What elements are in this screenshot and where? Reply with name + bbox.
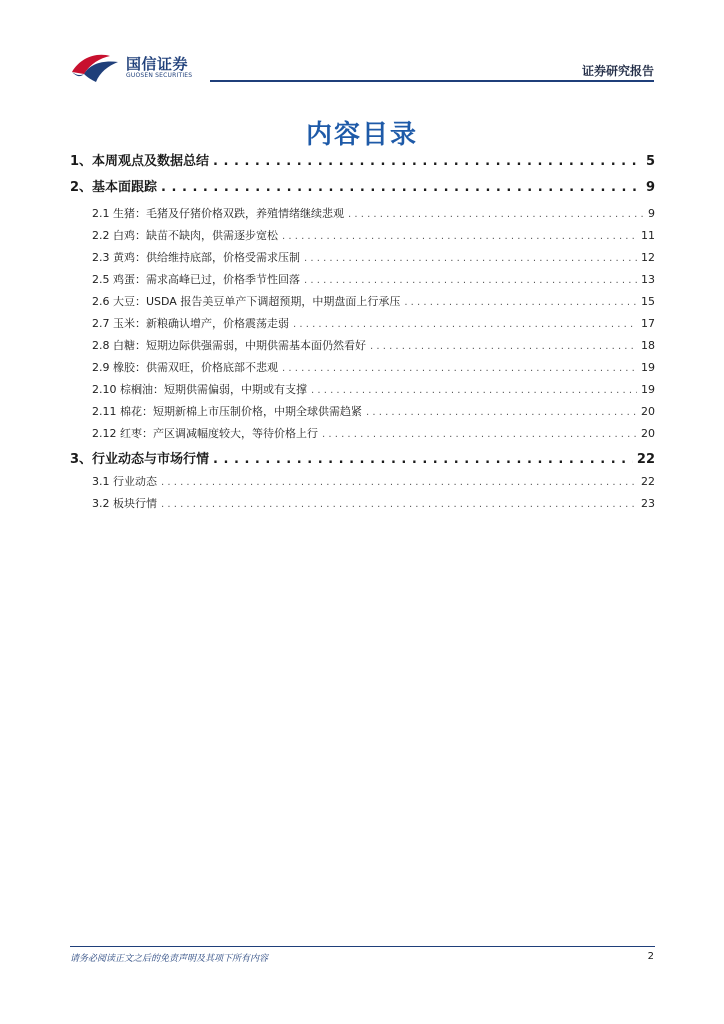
toc-entry-label: 2.1 生猪：毛猪及仔猪价格双跌，养殖情绪继续悲观	[92, 207, 344, 220]
toc-leader-dots	[161, 477, 637, 488]
toc-leader-dots	[304, 253, 637, 264]
toc-leader-dots	[311, 385, 637, 396]
guosen-logo-icon	[70, 50, 122, 84]
logo-english-name: GUOSEN SECURITIES	[126, 72, 193, 79]
toc-entry[interactable]	[92, 249, 655, 265]
toc-entry[interactable]	[92, 227, 655, 243]
toc-entry-page: 18	[641, 339, 655, 352]
toc-leader-dots	[404, 297, 637, 308]
toc-entry[interactable]	[92, 205, 655, 221]
toc-entry-label: 1、本周观点及数据总结	[70, 154, 210, 169]
toc-leader-dots	[282, 231, 637, 242]
toc-leader-dots	[304, 275, 637, 286]
page-header	[0, 0, 724, 90]
toc-leader-dots	[161, 180, 642, 195]
logo-chinese-name: 国信证券	[126, 55, 189, 73]
toc-entry[interactable]	[92, 271, 655, 287]
toc-entry-label: 2.2 白鸡：缺苗不缺肉，供需逐步宽松	[92, 229, 278, 242]
toc-leader-dots	[366, 407, 637, 418]
toc-entry[interactable]	[70, 150, 655, 169]
toc-entry[interactable]	[92, 359, 655, 375]
toc-leader-dots	[213, 154, 642, 169]
toc-entry-label: 2、基本面跟踪	[70, 180, 158, 195]
footer-divider	[70, 946, 655, 947]
toc-leader-dots	[322, 429, 637, 440]
toc-leader-dots	[213, 452, 633, 467]
toc-entry-page: 22	[636, 452, 655, 467]
toc-title: 内容目录	[305, 120, 418, 150]
toc-entry-label: 2.12 红枣：产区调减幅度较大，等待价格上行	[92, 427, 318, 440]
toc-entry[interactable]	[92, 293, 655, 309]
toc-entry-label: 3.2 板块行情	[92, 497, 157, 510]
toc-entry-label: 2.5 鸡蛋：需求高峰已过，价格季节性回落	[92, 273, 300, 286]
toc-entry-label: 2.9 橡胶：供需双旺，价格底部不悲观	[92, 361, 278, 374]
toc-entry-page: 12	[641, 251, 655, 264]
company-logo	[70, 50, 210, 84]
page-number: 2	[647, 951, 654, 962]
toc-entry-page: 9	[645, 180, 655, 195]
toc-entry-label: 2.10 棕榈油：短期供需偏弱，中期或有支撑	[92, 383, 307, 396]
toc-entry-page: 23	[641, 497, 655, 510]
toc-entry[interactable]	[70, 448, 655, 467]
toc-entry-label: 2.7 玉米：新粮确认增产，价格震荡走弱	[92, 317, 289, 330]
report-type-label: 证券研究报告	[581, 64, 654, 78]
footer-disclaimer: 请务必阅读正文之后的免责声明及其项下所有内容	[70, 954, 269, 964]
toc-leader-dots	[293, 319, 637, 330]
toc-entry-label: 2.3 黄鸡：供给维持底部，价格受需求压制	[92, 251, 300, 264]
toc-entry[interactable]	[92, 473, 655, 489]
toc-entry[interactable]	[92, 381, 655, 397]
toc-entry-page: 19	[641, 361, 655, 374]
toc-entry-page: 19	[641, 383, 655, 396]
toc-entry-label: 2.6 大豆：USDA 报告美豆单产下调超预期，中期盘面上行承压	[92, 295, 401, 308]
toc-leader-dots	[370, 341, 637, 352]
toc-leader-dots	[282, 363, 637, 374]
toc-leader-dots	[348, 209, 644, 220]
toc-entry-label: 3.1 行业动态	[92, 475, 157, 488]
toc-entry-page: 22	[641, 475, 655, 488]
toc-entry-page: 9	[648, 207, 655, 220]
toc-entry-page: 17	[641, 317, 655, 330]
toc-entry[interactable]	[92, 495, 655, 511]
toc-entry[interactable]	[92, 403, 655, 419]
toc-entry-page: 5	[645, 154, 655, 169]
toc-entry-page: 20	[641, 427, 655, 440]
toc-entry[interactable]	[70, 176, 655, 195]
toc-leader-dots	[161, 499, 637, 510]
header-divider	[210, 80, 654, 82]
toc-entry-label: 2.11 棉花：短期新棉上市压制价格，中期全球供需趋紧	[92, 405, 362, 418]
toc-entry-label: 3、行业动态与市场行情	[70, 452, 210, 467]
toc-entry-label: 2.8 白糖：短期边际供强需弱，中期供需基本面仍然看好	[92, 339, 366, 352]
toc-entry[interactable]	[92, 315, 655, 331]
toc-entry-page: 20	[641, 405, 655, 418]
toc-entry[interactable]	[92, 425, 655, 441]
toc-entry-page: 15	[641, 295, 655, 308]
toc-entry-page: 13	[641, 273, 655, 286]
toc-entry-page: 11	[641, 229, 655, 242]
toc-entry[interactable]	[92, 337, 655, 353]
